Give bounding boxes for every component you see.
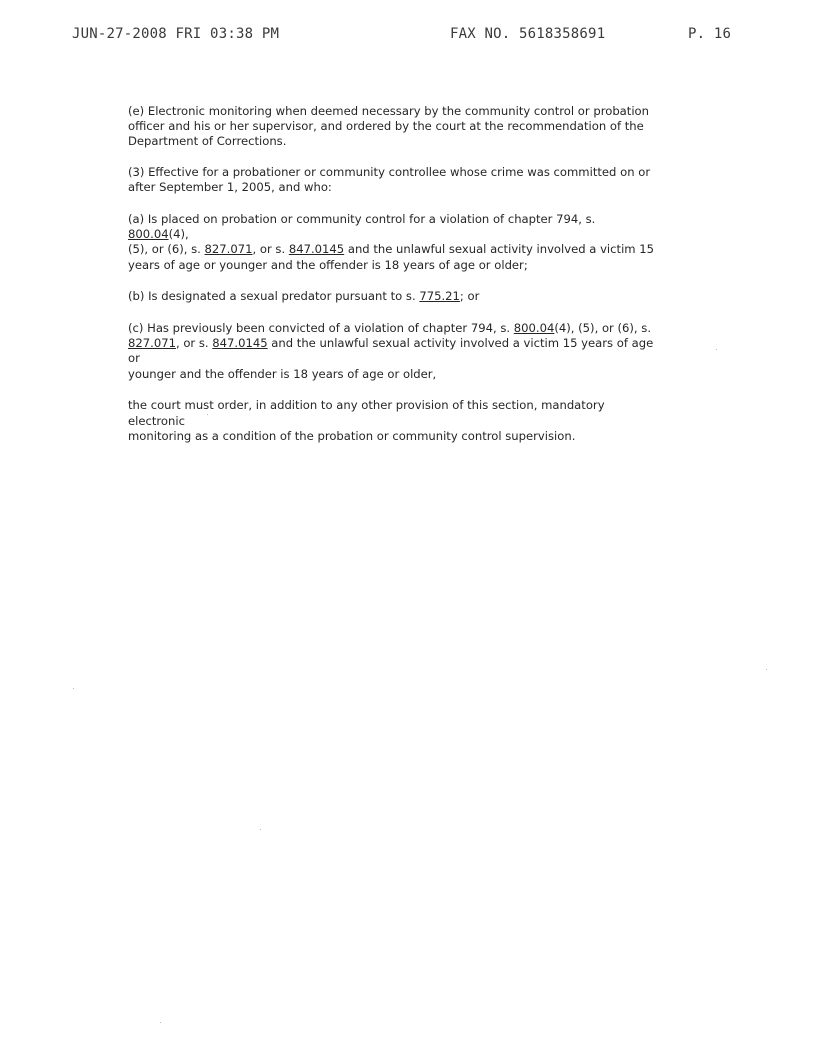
fax-page-number: P. 16 bbox=[688, 26, 732, 42]
paragraph-c-text: and the unlawful sexual activity involved a victim 15 years of age or bbox=[128, 336, 654, 366]
statute-link-827-071[interactable]: 827.071 bbox=[128, 336, 176, 351]
paragraph-c-text: younger and the offender is 18 years of age or older, bbox=[128, 366, 437, 381]
statute-link-800-04[interactable]: 800.04 bbox=[128, 227, 169, 242]
paragraph-a-text: and the unlawful sexual activity involved a victim 15 bbox=[344, 242, 655, 257]
scan-speck bbox=[73, 688, 74, 689]
paragraph-b-text: (b) Is designated a sexual predator pursuant to s. bbox=[128, 289, 420, 304]
paragraph-final-line: monitoring as a condition of the probation or community control supervision. bbox=[128, 428, 576, 443]
statute-text-body bbox=[128, 104, 658, 459]
paragraph-c-text: (c) Has previously been convicted of a violation of chapter 794, s. bbox=[128, 321, 514, 336]
paragraph-b-text: ; or bbox=[459, 289, 480, 304]
paragraph-final bbox=[128, 398, 658, 444]
paragraph-3-line: (3) Effective for a probationer or community controllee whose crime was committed on or bbox=[128, 165, 651, 180]
paragraph-e-line: officer and his or her supervisor, and ordered by the court at the recommendation of the bbox=[128, 119, 644, 134]
statute-link-775-21[interactable]: 775.21 bbox=[419, 289, 460, 304]
statute-link-827-071[interactable]: 827.071 bbox=[204, 242, 253, 257]
paragraph-3 bbox=[128, 165, 658, 195]
paragraph-c-text: , or s. bbox=[175, 336, 213, 351]
fax-number: FAX NO. 5618358691 bbox=[450, 26, 606, 42]
paragraph-c-text: (4), (5), or (6), s. bbox=[554, 321, 652, 336]
scan-speck bbox=[766, 669, 767, 670]
paragraph-b bbox=[128, 289, 658, 304]
paragraph-final-line: the court must order, in addition to any other provision of this section, mandatory electronic bbox=[128, 398, 605, 428]
paragraph-a-text: years of age or younger and the offender is 18 years of age or older; bbox=[128, 257, 528, 272]
paragraph-a-text: (a) Is placed on probation or community control for a violation of chapter 794, s. bbox=[128, 212, 596, 227]
statute-link-847-0145[interactable]: 847.0145 bbox=[288, 242, 345, 257]
paragraph-a-text: , or s. bbox=[252, 242, 289, 257]
paragraph-a-text: (4), bbox=[168, 227, 189, 242]
fax-datetime: JUN-27-2008 FRI 03:38 PM bbox=[72, 26, 280, 42]
statute-link-847-0145[interactable]: 847.0145 bbox=[212, 336, 268, 351]
paragraph-3-line: after September 1, 2005, and who: bbox=[128, 180, 332, 195]
paragraph-e bbox=[128, 104, 658, 150]
paragraph-e-line: (e) Electronic monitoring when deemed necessary by the community control or probation bbox=[128, 104, 649, 118]
paragraph-c bbox=[128, 321, 658, 382]
statute-link-800-04[interactable]: 800.04 bbox=[513, 321, 555, 336]
scan-speck bbox=[716, 349, 717, 350]
fax-transmission-header bbox=[0, 26, 816, 46]
paragraph-e-line: Department of Corrections. bbox=[128, 134, 287, 149]
scan-speck bbox=[260, 829, 261, 830]
paragraph-a bbox=[128, 212, 658, 273]
scan-speck bbox=[207, 414, 208, 415]
scan-speck bbox=[160, 1022, 161, 1023]
paragraph-a-text: (5), or (6), s. bbox=[128, 242, 205, 257]
